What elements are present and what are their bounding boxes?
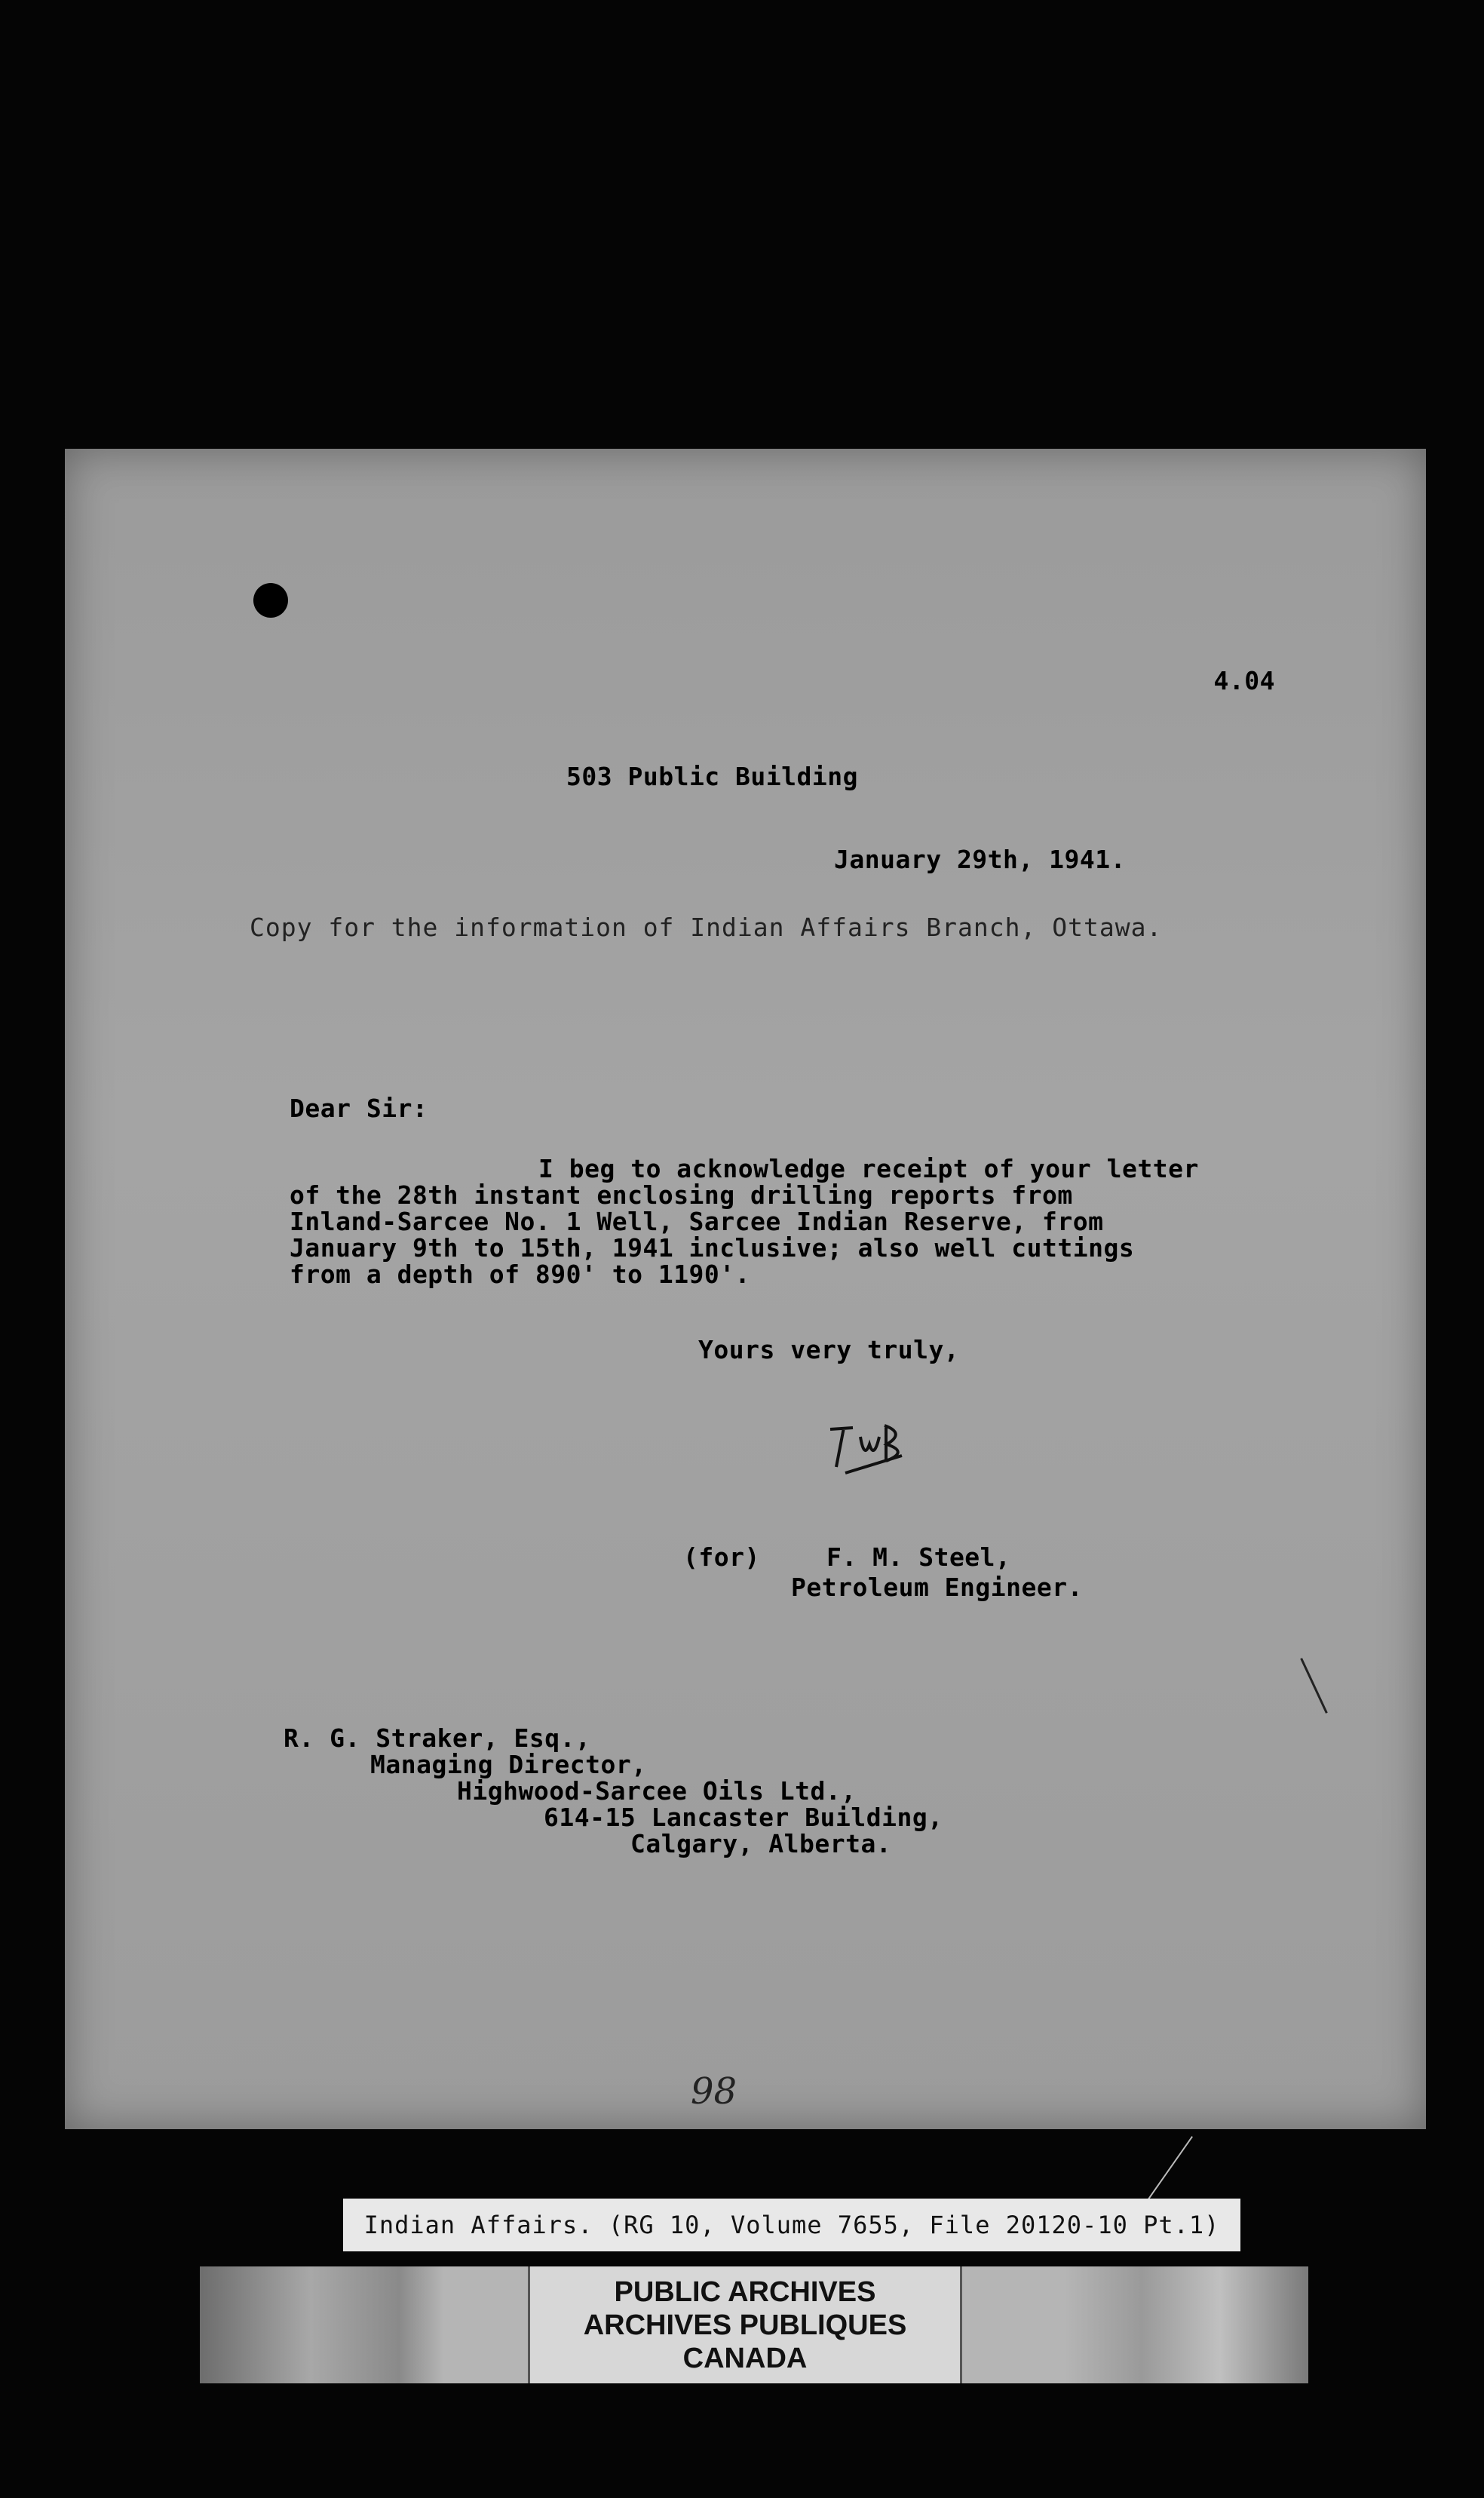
archive-stamp-line: PUBLIC ARCHIVES xyxy=(614,2276,876,2308)
page-number: 4.04 xyxy=(1213,666,1275,695)
salutation: Dear Sir: xyxy=(290,1094,428,1123)
body-line: Inland-Sarcee No. 1 Well, Sarcee Indian Reserve, from xyxy=(290,1207,1104,1236)
signature-initials xyxy=(823,1414,913,1475)
recipient-line: R. G. Straker, Esq., xyxy=(284,1723,591,1753)
recipient-line: Managing Director, xyxy=(370,1750,647,1779)
punch-hole xyxy=(253,583,288,618)
document-page xyxy=(65,449,1426,2129)
signer-name: F. M. Steel, xyxy=(826,1542,1011,1572)
letter-date: January 29th, 1941. xyxy=(834,845,1126,874)
body-line: from a depth of 890' to 1190'. xyxy=(290,1260,751,1289)
for-label: (for) xyxy=(683,1542,760,1572)
recipient-line: Highwood-Sarcee Oils Ltd., xyxy=(457,1776,857,1806)
sender-address: 503 Public Building xyxy=(566,762,858,791)
archive-stamp-line: ARCHIVES PUBLIQUES xyxy=(583,2309,907,2341)
archive-stamp-line: CANADA xyxy=(682,2342,808,2374)
archive-reference: Indian Affairs. (RG 10, Volume 7655, File 20120-10 Pt.1) xyxy=(343,2199,1240,2251)
closing: Yours very truly, xyxy=(698,1335,960,1364)
signer-title: Petroleum Engineer. xyxy=(791,1573,1083,1602)
scratch-mark xyxy=(1300,1658,1328,1714)
recipient-line: 614-15 Lancaster Building, xyxy=(544,1803,943,1832)
recipient-line: Calgary, Alberta. xyxy=(630,1829,892,1858)
copy-note: Copy for the information of Indian Affairs Branch, Ottawa. xyxy=(250,913,1163,942)
body-line: January 9th to 15th, 1941 inclusive; also well cuttings xyxy=(290,1233,1135,1263)
folio-number: 98 xyxy=(691,2070,737,2113)
body-line: I beg to acknowledge receipt of your letter xyxy=(538,1154,1199,1183)
body-line: of the 28th instant enclosing drilling reports from xyxy=(290,1180,1073,1210)
archive-stamp xyxy=(528,2266,962,2383)
